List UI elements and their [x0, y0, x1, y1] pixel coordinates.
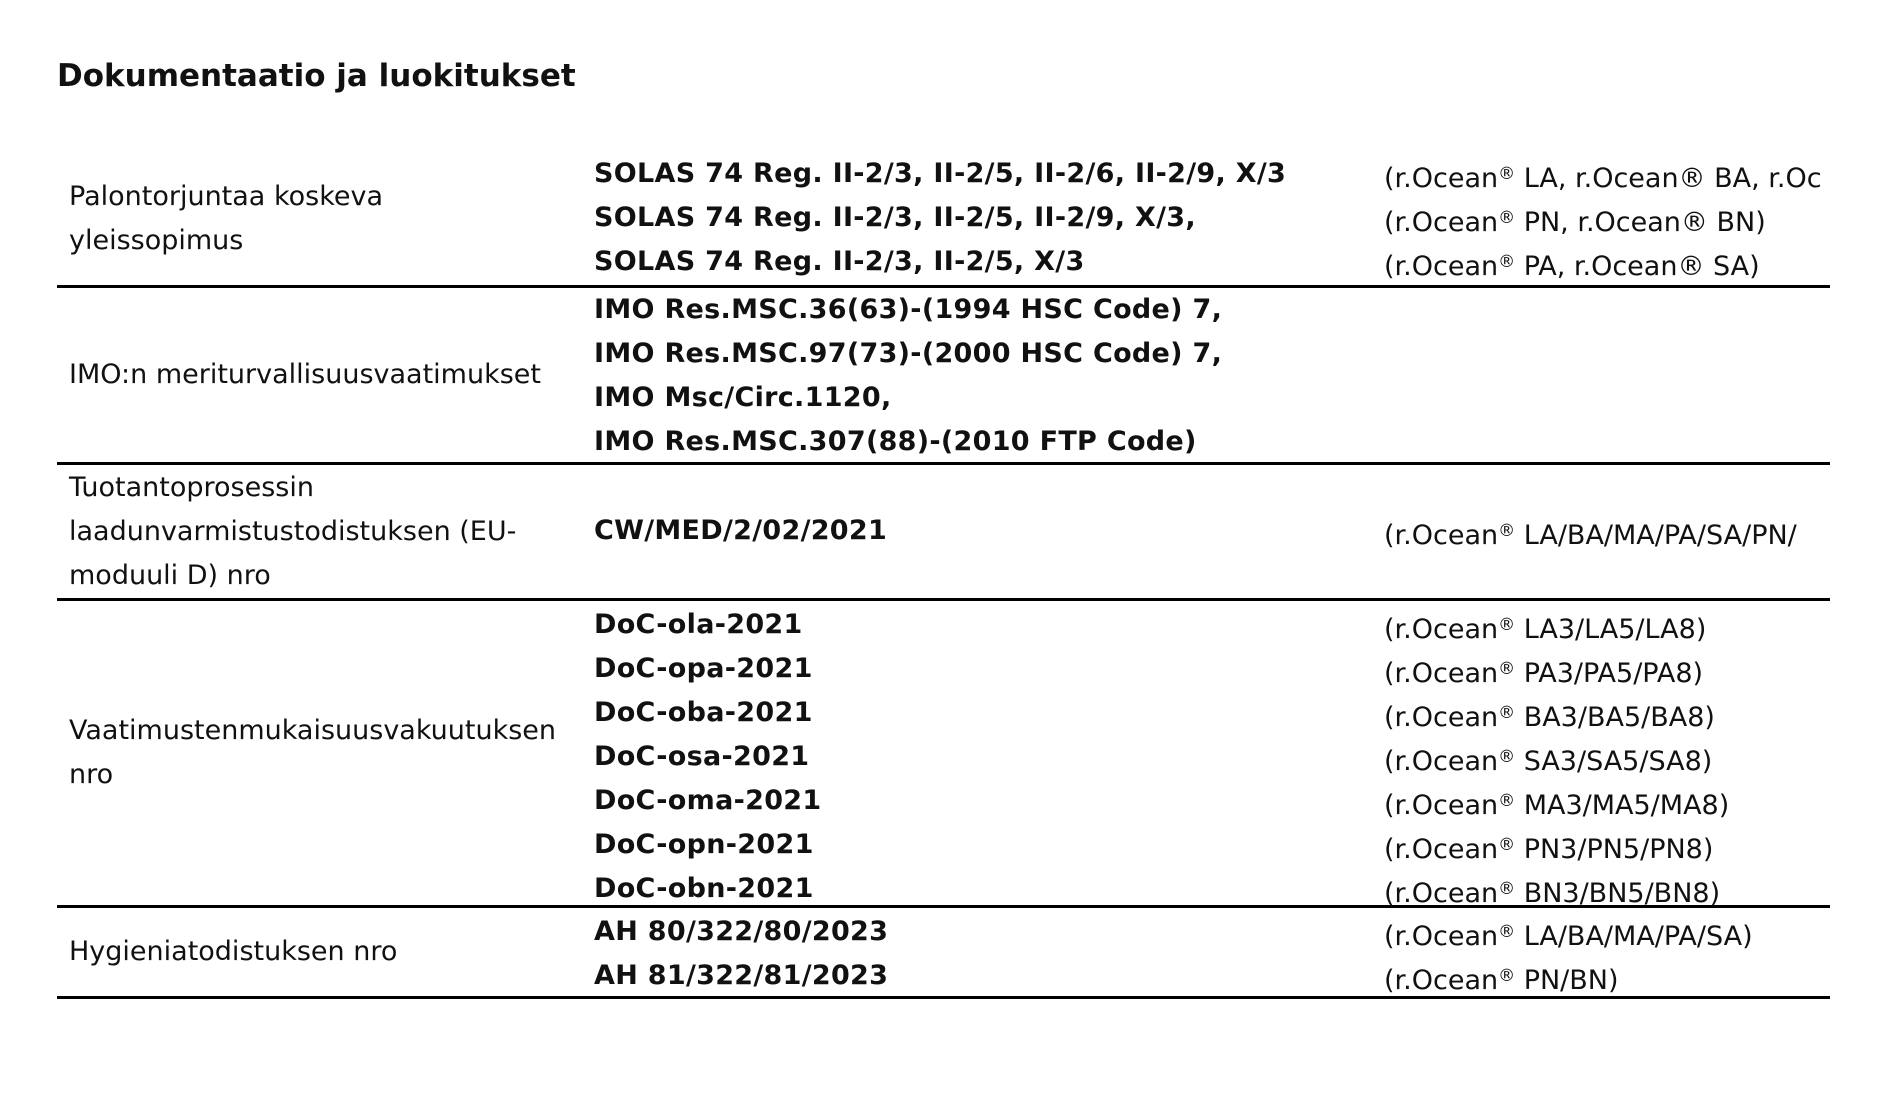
note-prefix: (r.Ocean	[1384, 746, 1499, 777]
table-line	[57, 735, 1830, 779]
certificate-code: DoC-opa-2021	[594, 653, 813, 684]
row-label-line: yleissopimus	[69, 224, 244, 256]
note-prefix: (r.Ocean	[1384, 207, 1499, 238]
table-row	[57, 288, 1830, 465]
registered-mark: ®	[1498, 252, 1516, 272]
registered-mark: ®	[1498, 521, 1516, 541]
certificate-code: DoC-oma-2021	[594, 785, 822, 816]
certificate-code: IMO Res.MSC.36(63)-(1994 HSC Code) 7,	[594, 294, 1223, 325]
product-note	[1384, 647, 1703, 696]
certificate-code: DoC-oba-2021	[594, 697, 813, 728]
table-row	[57, 601, 1830, 908]
note-rest: PN, r.Ocean® BN)	[1515, 207, 1766, 238]
note-rest: BN3/BN5/BN8)	[1515, 878, 1721, 909]
product-note	[1384, 954, 1619, 1003]
table-row	[57, 908, 1830, 999]
note-prefix: (r.Ocean	[1384, 702, 1499, 733]
table-line	[57, 152, 1830, 196]
registered-mark: ®	[1498, 615, 1516, 635]
registered-mark: ®	[1498, 922, 1516, 942]
certificate-code: DoC-opn-2021	[594, 829, 814, 860]
table-line	[57, 288, 1830, 332]
documentation-table	[57, 152, 1830, 999]
row-label-line: Vaatimustenmukaisuusvakuutuksen	[69, 715, 557, 746]
row-label-line: laadunvarmistustodistuksen (EU-	[69, 515, 517, 547]
note-prefix: (r.Ocean	[1384, 251, 1499, 282]
row-label-line: Hygieniatodistuksen nro	[69, 936, 398, 967]
row-label-line: Tuotantoprosessin	[69, 471, 314, 503]
table-row	[57, 152, 1830, 288]
note-prefix: (r.Ocean	[1384, 658, 1499, 689]
product-note	[1384, 691, 1715, 740]
row-label-line: Palontorjuntaa koskeva	[69, 180, 384, 212]
table-line	[57, 647, 1830, 691]
row-label-line: IMO:n meriturvallisuusvaatimukset	[69, 359, 541, 390]
registered-mark: ®	[1498, 879, 1516, 899]
registered-mark: ®	[1498, 966, 1516, 986]
registered-mark: ®	[1498, 835, 1516, 855]
note-rest: PA, r.Ocean® SA)	[1515, 251, 1760, 282]
note-prefix: (r.Ocean	[1384, 163, 1499, 194]
table-line	[57, 196, 1830, 240]
note-prefix: (r.Ocean	[1384, 790, 1499, 821]
product-note	[1384, 779, 1729, 828]
table-line	[57, 240, 1830, 284]
table-line	[57, 376, 1830, 420]
table-line	[57, 332, 1830, 376]
registered-mark: ®	[1498, 164, 1516, 184]
note-clip	[1384, 152, 1830, 196]
registered-mark: ®	[1498, 703, 1516, 723]
certificate-code: AH 81/322/81/2023	[594, 960, 889, 991]
registered-mark: ®	[1498, 659, 1516, 679]
table-line	[57, 509, 1830, 553]
note-rest: SA3/SA5/SA8)	[1515, 746, 1713, 777]
certificate-code: CW/MED/2/02/2021	[594, 515, 888, 546]
certificate-code: DoC-osa-2021	[594, 741, 810, 772]
certificate-code: IMO Res.MSC.97(73)-(2000 HSC Code) 7,	[594, 338, 1223, 369]
certificate-code: IMO Res.MSC.307(88)-(2010 FTP Code)	[594, 426, 1197, 457]
note-prefix: (r.Ocean	[1384, 614, 1499, 645]
table-line	[57, 420, 1830, 464]
row-label-line: moduuli D) nro	[69, 559, 271, 591]
product-note	[1384, 240, 1760, 289]
table-line	[57, 691, 1830, 735]
certificate-code: SOLAS 74 Reg. II-2/3, II-2/5, II-2/9, X/3,	[594, 202, 1196, 233]
note-prefix: (r.Ocean	[1384, 921, 1499, 952]
certificate-code: IMO Msc/Circ.1120,	[594, 382, 892, 413]
table-line	[57, 779, 1830, 823]
note-rest: PN3/PN5/PN8)	[1515, 834, 1714, 865]
registered-mark: ®	[1498, 791, 1516, 811]
note-clip	[1384, 509, 1830, 553]
row-label-line: nro	[69, 759, 114, 790]
table-line	[57, 867, 1830, 911]
certificate-code: DoC-obn-2021	[594, 873, 814, 904]
page-title: Dokumentaatio ja luokitukset	[57, 58, 576, 94]
product-note	[1384, 603, 1706, 652]
certificate-code: SOLAS 74 Reg. II-2/3, II-2/5, X/3	[594, 246, 1085, 277]
certificate-code: AH 80/322/80/2023	[594, 916, 889, 947]
note-rest: LA/BA/MA/PA/SA)	[1515, 921, 1753, 952]
registered-mark: ®	[1498, 208, 1516, 228]
note-rest: BA3/BA5/BA8)	[1515, 702, 1715, 733]
note-rest: PN/BN)	[1515, 965, 1619, 996]
note-rest: LA3/LA5/LA8)	[1515, 614, 1707, 645]
product-note	[1384, 823, 1713, 872]
table-row	[57, 465, 1830, 601]
note-prefix: (r.Ocean	[1384, 965, 1499, 996]
registered-mark: ®	[1498, 747, 1516, 767]
note-rest: PA3/PA5/PA8)	[1515, 658, 1704, 689]
table-line	[57, 910, 1830, 954]
product-note	[1384, 152, 1822, 196]
note-prefix: (r.Ocean	[1384, 878, 1499, 909]
certificate-code: SOLAS 74 Reg. II-2/3, II-2/5, II-2/6, II-2/9, X/3	[594, 158, 1287, 189]
note-prefix: (r.Ocean	[1384, 520, 1499, 551]
note-rest: LA, r.Ocean® BA, r.Oc	[1515, 163, 1822, 194]
table-line	[57, 954, 1830, 998]
product-note	[1384, 735, 1712, 784]
note-prefix: (r.Ocean	[1384, 834, 1499, 865]
product-note	[1384, 910, 1753, 959]
product-note	[1384, 196, 1766, 245]
note-rest: LA/BA/MA/PA/SA/PN/	[1515, 520, 1797, 551]
table-line	[57, 823, 1830, 867]
table-line	[57, 603, 1830, 647]
product-note	[1384, 509, 1797, 553]
certificate-code: DoC-ola-2021	[594, 609, 803, 640]
note-rest: MA3/MA5/MA8)	[1515, 790, 1730, 821]
